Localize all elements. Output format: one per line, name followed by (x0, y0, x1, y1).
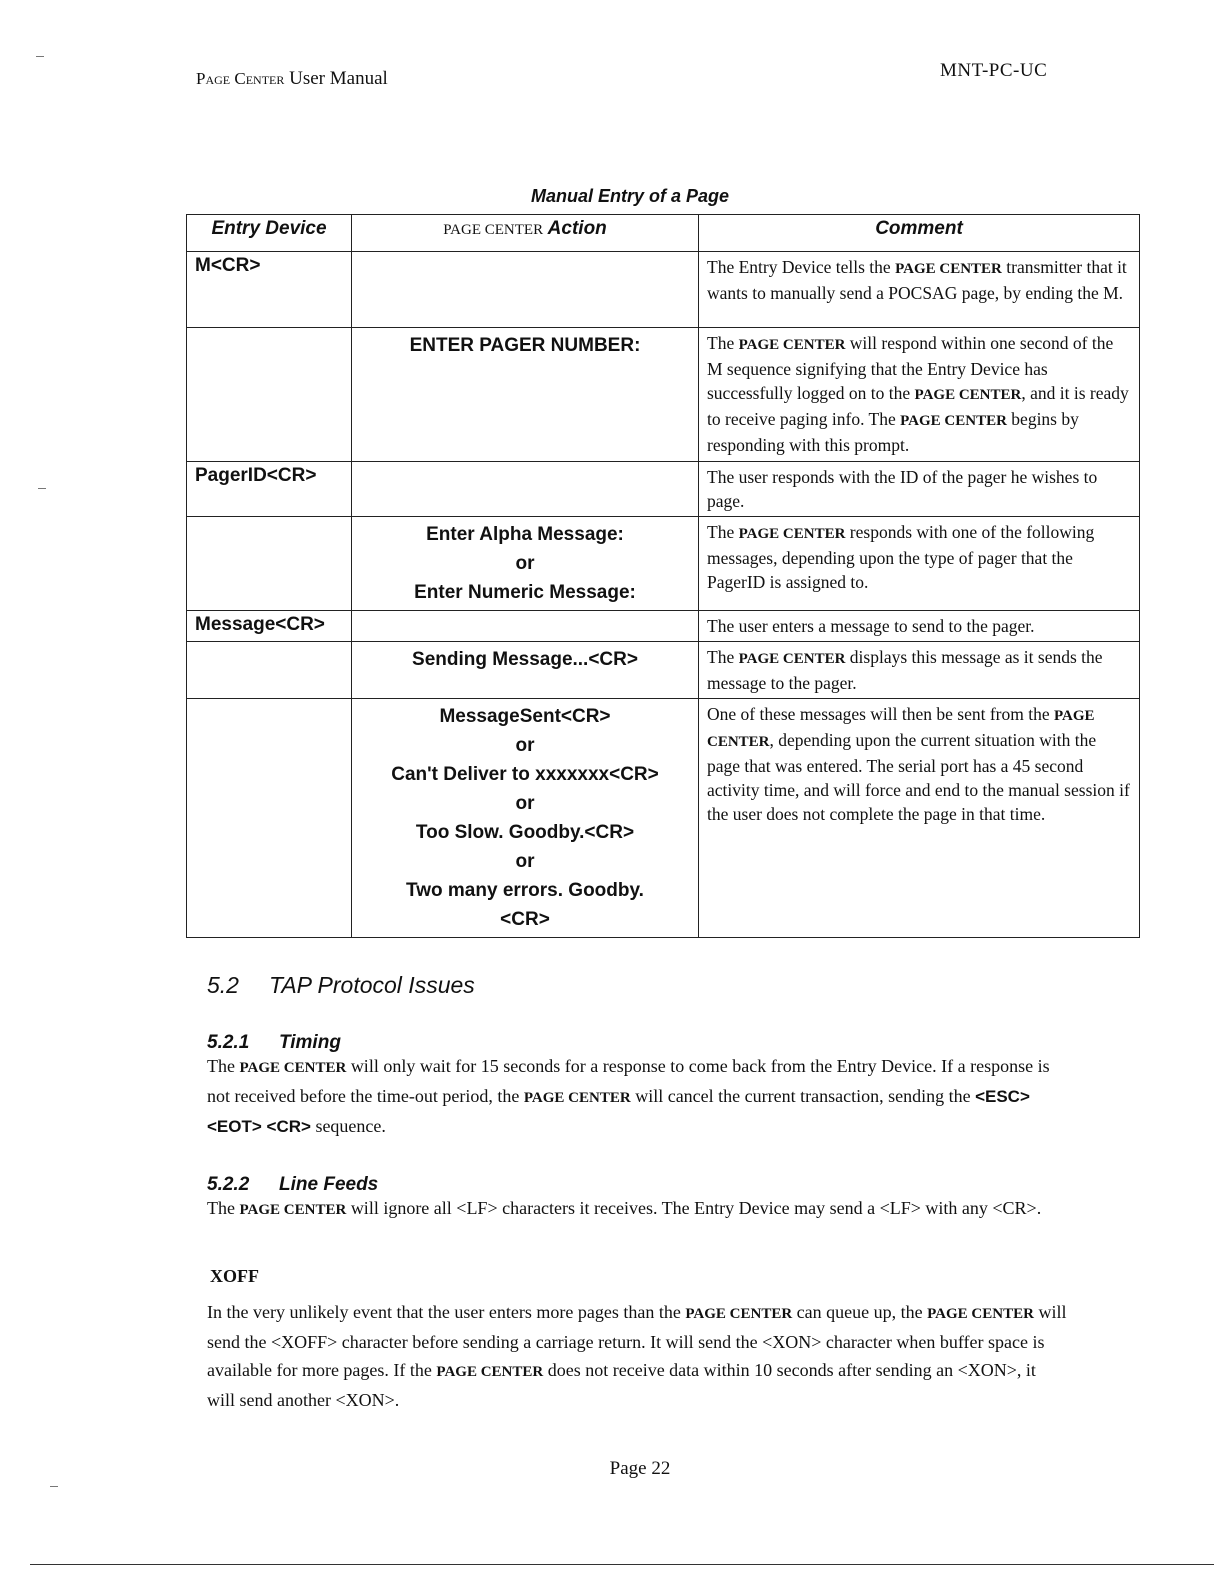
action-line: or (515, 735, 535, 756)
page-center-term: PAGE CENTER (914, 387, 1022, 403)
entry-device-cell (187, 699, 352, 938)
timing-paragraph (207, 1052, 1067, 1141)
page-center-term: PAGE CENTER (900, 413, 1007, 429)
linefeeds-paragraph (207, 1194, 1067, 1224)
page-center-term: PAGE CENTER (707, 708, 1095, 750)
subsection-timing-heading (207, 1032, 341, 1054)
scan-mark (50, 1486, 58, 1487)
scan-mark (38, 488, 46, 489)
header-left (196, 68, 388, 90)
action-cell (352, 252, 699, 328)
action-line: Two many errors. Goodby. (406, 880, 644, 901)
table-row (187, 328, 1140, 462)
subsection-number: 5.2.2 (207, 1174, 250, 1195)
table-row (187, 252, 1140, 328)
comment-cell: The PAGE CENTER displays this message as it sends the message to the pager. (699, 642, 1140, 699)
comment-cell: The PAGE CENTER responds with one of the following messages, depending upon the type of pager that the PagerID is assigned to. (699, 517, 1140, 611)
page-number: Page 22 (609, 1458, 671, 1479)
entry-device-cell: PagerID<CR> (187, 462, 352, 517)
action-cell (352, 699, 699, 938)
page-center-term: PAGE CENTER (523, 1090, 631, 1106)
subsection-linefeeds-heading (207, 1174, 378, 1196)
comment-cell: The user responds with the ID of the pager he wishes to page. (699, 462, 1140, 517)
scan-mark (36, 56, 44, 57)
header-comment: Comment (699, 215, 1140, 252)
text-run: The (207, 1056, 235, 1076)
page-center-term: PAGE CENTER (738, 337, 846, 353)
page-center-term: PAGE CENTER (738, 526, 846, 542)
table-row (187, 699, 1140, 938)
action-line: or (515, 793, 535, 814)
page-center-term: PAGE CENTER (685, 1306, 793, 1322)
action-line: Too Slow. Goodby.<CR> (415, 822, 635, 843)
header-action (352, 215, 699, 252)
action-cell (352, 611, 699, 642)
page-center-term: PAGE CENTER (239, 1060, 347, 1076)
subsection-title: Line Feeds (279, 1174, 379, 1195)
page-center-term: PAGE CENTER (895, 261, 1002, 277)
section-heading (207, 972, 475, 999)
table-row (187, 517, 1140, 611)
xoff-paragraph (207, 1298, 1067, 1414)
page-center-term: PAGE CENTER (927, 1306, 1034, 1322)
subsection-number: 5.2.1 (207, 1032, 250, 1053)
header-action-sc: PAGE CENTER (443, 222, 544, 238)
comment-cell: One of these messages will then be sent from the PAGE CENTER, depending upon the current situation with the page that was entered. The serial port has a 45 second activity time, and will force and end to the manual session if the user does not complete the page in that time. (699, 699, 1140, 938)
table-row (187, 611, 1140, 642)
control-sequence: <ESC> <EOT> <CR> (207, 1087, 1030, 1136)
table-row (187, 462, 1140, 517)
table-header-row (187, 215, 1140, 252)
page-center-term: PAGE CENTER (239, 1202, 347, 1218)
manual-entry-table (186, 214, 1140, 938)
subsection-title: Timing (279, 1032, 341, 1053)
table-caption: Manual Entry of a Page (530, 186, 730, 206)
page-center-term: PAGE CENTER (436, 1364, 544, 1380)
text-run: will only wait for 15 seconds for a response to come back from the Entry Device. If a response is not received before the time-out period, the (207, 1056, 1050, 1106)
entry-device-cell: M<CR> (187, 252, 352, 328)
comment-cell: The Entry Device tells the PAGE CENTER transmitter that it wants to manually send a POCSAG page, by ending the M. (699, 252, 1140, 328)
action-line: MessageSent<CR> (439, 706, 611, 727)
entry-device-cell (187, 517, 352, 611)
text-run: can queue up, the (796, 1302, 923, 1322)
action-line: or (515, 851, 535, 872)
header-brand: Page Center (196, 69, 285, 88)
text-run: sequence. (315, 1116, 386, 1136)
action-line: Can't Deliver to xxxxxxx<CR> (391, 764, 659, 785)
action-line: or (515, 553, 535, 574)
action-cell (352, 462, 699, 517)
xoff-heading: XOFF (210, 1266, 259, 1286)
text-run: In the very unlikely event that the user enters more pages than the (207, 1302, 681, 1322)
action-line: Enter Alpha Message: (426, 524, 624, 545)
entry-device-cell (187, 642, 352, 699)
entry-device-cell: Message<CR> (187, 611, 352, 642)
header-action-label: Action (547, 218, 607, 239)
text-run: does not receive data within 10 seconds after sending an <XON>, it will send another <XON>. (207, 1360, 1036, 1410)
bottom-rule (30, 1564, 1214, 1565)
text-run: The (207, 1198, 235, 1218)
page-center-term: PAGE CENTER (738, 651, 846, 667)
text-run: will cancel the current transaction, sending the (635, 1086, 971, 1106)
action-cell (352, 642, 699, 699)
action-line: Enter Numeric Message: (414, 582, 636, 603)
entry-device-cell (187, 328, 352, 462)
action-cell (352, 328, 699, 462)
section-title: TAP Protocol Issues (268, 972, 475, 998)
action-line: Sending Message...<CR> (412, 649, 638, 670)
header-entry-device: Entry Device (187, 215, 352, 252)
header-doc-id: MNT-PC-UC (940, 60, 1048, 81)
action-cell (352, 517, 699, 611)
table-row (187, 642, 1140, 699)
text-run: will send the <XOFF> character before sending a carriage return. It will send the <XON> character when buffer space is available for more pages. If the (207, 1302, 1067, 1380)
header-doc-title: User Manual (289, 68, 388, 89)
comment-cell: The PAGE CENTER will respond within one second of the M sequence signifying that the Entry Device has successfully logged on to the PAGE CENTER, and it is ready to receive paging info. The PAGE CENTER begins by responding with this prompt. (699, 328, 1140, 462)
section-number: 5.2 (207, 972, 239, 998)
text-run: will ignore all <LF> characters it receives. The Entry Device may send a <LF> with any <CR>. (350, 1198, 1042, 1218)
action-line: <CR> (500, 909, 550, 930)
action-line: ENTER PAGER NUMBER: (409, 335, 641, 356)
comment-cell: The user enters a message to send to the pager. (699, 611, 1140, 642)
